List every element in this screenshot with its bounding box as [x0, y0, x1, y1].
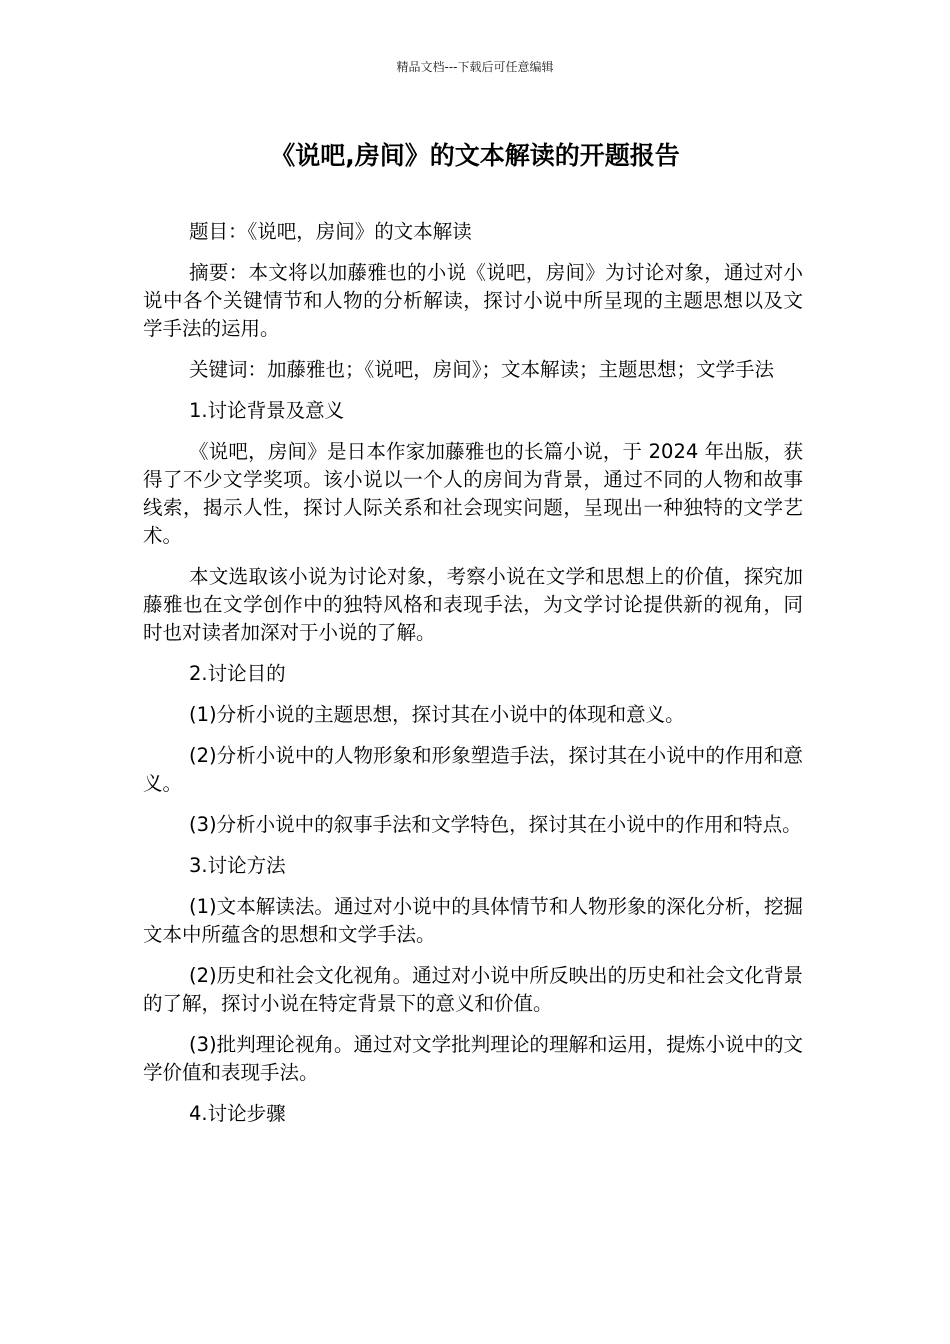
section-heading-steps: 4.讨论步骤	[189, 1102, 286, 1125]
paragraph-purpose-1: (1)分析小说的主题思想，探讨其在小说中的体现和意义。	[189, 703, 685, 726]
section-heading-method: 3.讨论方法	[189, 854, 286, 877]
paragraph-purpose-3: (3)分析小说中的叙事手法和文学特色，探讨其在小说中的作用和特点。	[189, 813, 802, 836]
paragraph-background-1: 《说吧，房间》是日本作家加藤雅也的长篇小说，于 2024 年出版，获得了不少文学奖项。该小说以一个人的房间为背景，通过不同的人物和故事线索，揭示人性，探讨人际关系和社会现实问题，呈现出一种独特的文学艺术。	[143, 440, 803, 547]
paragraph-background-2: 本文选取该小说为讨论对象，考察小说在文学和思想上的价值，探究加藤雅也在文学创作中的独特风格和表现手法，为文学讨论提供新的视角，同时也对读者加深对于小说的了解。	[143, 565, 803, 644]
document-title: 《说吧,房间》的文本解读的开题报告	[270, 141, 680, 170]
section-heading-background: 1.讨论背景及意义	[189, 399, 345, 422]
paragraph-abstract: 摘要：本文将以加藤雅也的小说《说吧，房间》为讨论对象，通过对小说中各个关键情节和人物的分析解读，探讨小说中所呈现的主题思想以及文学手法的运用。	[143, 261, 803, 340]
document-body	[143, 218, 803, 1141]
paragraph-purpose-2: (2)分析小说中的人物形象和形象塑造手法，探讨其在小说中的作用和意义。	[143, 744, 803, 795]
paragraph-topic: 题目：《说吧，房间》的文本解读	[189, 220, 472, 243]
paragraph-method-1: (1)文本解读法。通过对小说中的具体情节和人物形象的深化分析，挖掘文本中所蕴含的思想和文学手法。	[143, 895, 803, 946]
paragraph-method-2: (2)历史和社会文化视角。通过对小说中所反映出的历史和社会文化背景的了解，探讨小说在特定背景下的意义和价值。	[143, 964, 803, 1015]
section-heading-purpose: 2.讨论目的	[189, 662, 286, 685]
paragraph-keywords: 关键词：加藤雅也；《说吧，房间》；文本解读；主题思想；文学手法	[189, 358, 775, 381]
header-note: 精品文档---下载后可任意编辑	[396, 60, 554, 74]
paragraph-method-3: (3)批判理论视角。通过对文学批判理论的理解和运用，提炼小说中的文学价值和表现手法。	[143, 1033, 803, 1084]
